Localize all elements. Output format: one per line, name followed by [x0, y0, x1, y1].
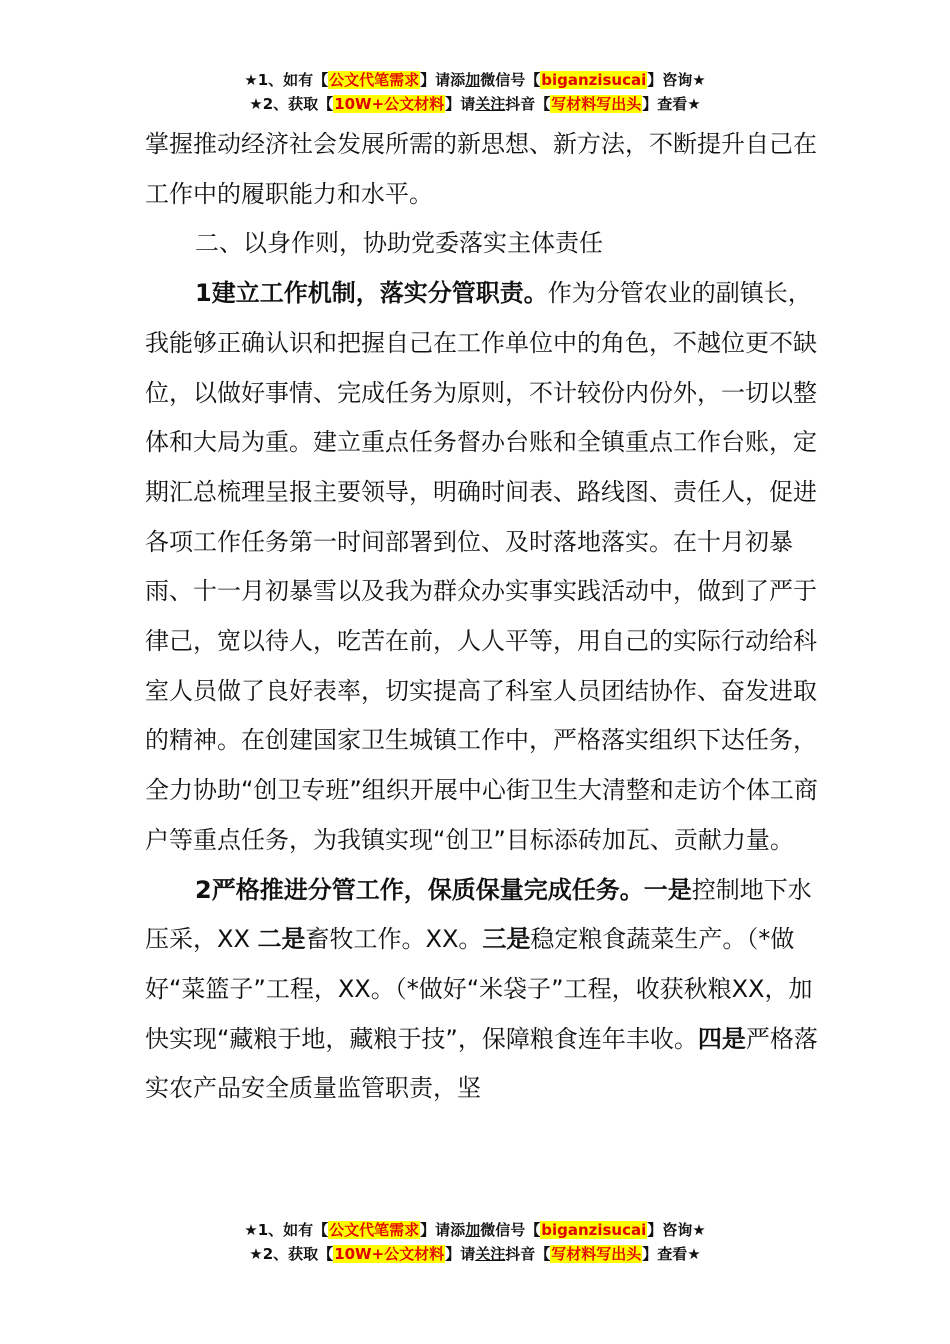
- banner-text: 】请添: [420, 1221, 466, 1239]
- item-marker: 一是: [643, 875, 692, 904]
- banner-highlight: 公文代笔需求: [329, 1221, 420, 1239]
- item-marker: 二是: [257, 925, 306, 954]
- banner-text: ★1、如有【: [244, 71, 329, 89]
- banner-text: 】咨询★: [647, 71, 706, 89]
- banner-text: 】请: [445, 95, 476, 113]
- banner-text: 】咨询★: [647, 1221, 706, 1239]
- banner-underlined-text: 加: [465, 1221, 481, 1239]
- banner-text: 】查看★: [642, 95, 701, 113]
- paragraph-1: [145, 269, 835, 865]
- header-banner-line-2: [0, 92, 950, 116]
- item-text: 严格落实农产品安全质量监管职责，坚: [145, 1024, 818, 1103]
- banner-douyin-id: 写材料写出头: [551, 95, 642, 113]
- banner-underlined-text: 加: [465, 71, 481, 89]
- paragraph-2-lead: 2严格推进分管工作，保质保量完成任务。: [195, 875, 644, 904]
- banner-underlined-text: 关注: [475, 95, 506, 113]
- banner-highlight: 公文代笔需求: [329, 71, 420, 89]
- banner-wechat-id: biganzisucai: [541, 1221, 647, 1239]
- item-text: 控制地下水压采，XX: [145, 875, 812, 954]
- banner-text: ★2、获取【: [249, 1245, 334, 1263]
- header-banner-line-1: [0, 68, 950, 92]
- banner-text: 】请添: [420, 71, 466, 89]
- footer-banner-line-1: [0, 1218, 950, 1242]
- banner-wechat-id: biganzisucai: [541, 71, 647, 89]
- banner-douyin-id: 写材料写出头: [551, 1245, 642, 1263]
- item-marker: 三是: [482, 925, 531, 954]
- banner-text: ★2、获取【: [249, 95, 334, 113]
- banner-text: 微信号【: [480, 71, 541, 89]
- paragraph-continuation: 掌握推动经济社会发展所需的新思想、新方法，不断提升自己在工作中的履职能力和水平。: [145, 130, 817, 208]
- section-heading: 二、以身作则，协助党委落实主体责任: [195, 229, 603, 258]
- banner-highlight: 10W+公文材料: [334, 1245, 445, 1263]
- document-body: [145, 120, 835, 1114]
- banner-text: 抖音【: [505, 1245, 551, 1263]
- banner-highlight: 10W+公文材料: [334, 95, 445, 113]
- footer-banner-line-2: [0, 1242, 950, 1266]
- banner-text: ★1、如有【: [244, 1221, 329, 1239]
- item-text: 稳定粮食蔬菜生产。（*做好“菜篮子”工程，XX。（*做好“米袋子”工程，收获秋粮XX，加快实现“藏粮于地，藏粮于技”，保障粮食连年丰收。: [145, 925, 813, 1053]
- banner-text: 】请: [445, 1245, 476, 1263]
- banner-text: 】查看★: [642, 1245, 701, 1263]
- item-marker: 四是: [697, 1024, 746, 1053]
- paragraph-2: [145, 866, 835, 1115]
- banner-text: 微信号【: [480, 1221, 541, 1239]
- header-banner: [0, 68, 950, 116]
- banner-underlined-text: 关注: [475, 1245, 506, 1263]
- footer-banner: [0, 1218, 950, 1266]
- item-text: 畜牧工作。XX。: [305, 925, 483, 954]
- banner-text: 抖音【: [505, 95, 551, 113]
- paragraph-1-text: 作为分管农业的副镇长，我能够正确认识和把握自己在工作单位中的角色，不越位更不缺位，以做好事情、完成任务为原则，不计较份内份外，一切以整体和大局为重。建立重点任务督办台账和全镇重点工作台账，定期汇总梳理呈报主要领导，明确时间表、路线图、责任人，促进各项工作任务第一时间部署到位、及时落地落实。在十月初暴雨、十一月初暴雪以及我为群众办实事实践活动中，做到了严于律己，宽以待人，吃苦在前，人人平等，用自己的实际行动给科室人员做了良好表率，切实提高了科室人员团结协作、奋发进取的精神。在创建国家卫生城镇工作中，严格落实组织下达任务，全力协助“创卫专班”组织开展中心街卫生大清整和走访个体工商户等重点任务，为我镇实现“创卫”目标添砖加瓦、贡献力量。: [145, 279, 818, 854]
- paragraph-1-lead: 1建立工作机制，落实分管职责。: [195, 279, 548, 308]
